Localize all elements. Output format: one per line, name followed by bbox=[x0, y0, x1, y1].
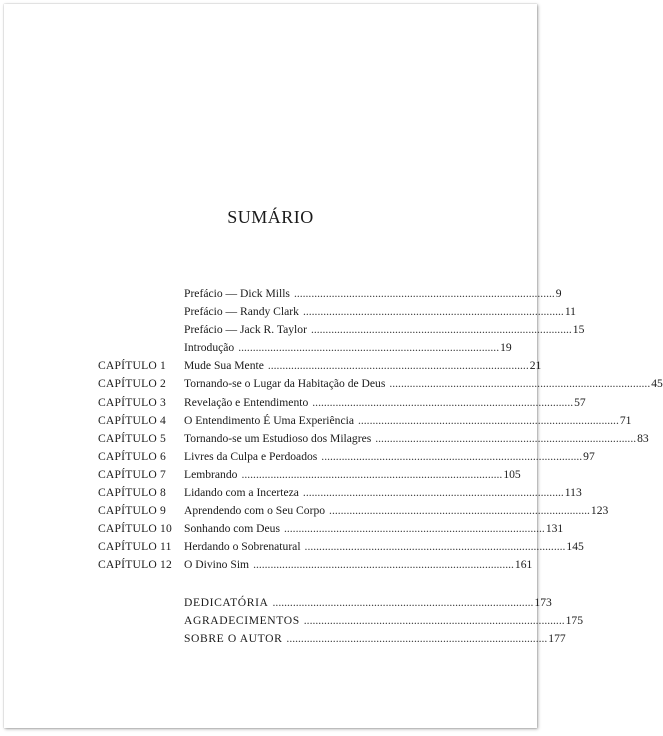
chapter-label: CAPÍTULO 1 bbox=[98, 359, 167, 373]
toc-row-chapter bbox=[4, 556, 537, 574]
toc-leader-dots: .......................................................................................... bbox=[286, 631, 548, 645]
toc-leader-dots: .......................................................................................... bbox=[241, 467, 503, 481]
toc-leader-dots: .......................................................................................... bbox=[375, 431, 637, 445]
toc-row-chapter bbox=[4, 448, 595, 466]
toc-entry[interactable] bbox=[184, 466, 521, 484]
toc-row-chapter bbox=[4, 502, 609, 520]
toc-entry-page: 15 bbox=[572, 323, 585, 337]
toc-entry[interactable] bbox=[184, 594, 552, 612]
book-page bbox=[4, 4, 663, 728]
toc-entry-page: 83 bbox=[637, 431, 649, 445]
toc-entry-page: 21 bbox=[529, 359, 542, 373]
toc-entry-page: 71 bbox=[619, 413, 632, 427]
toc-entry-title: Sonhando com Deus bbox=[184, 522, 280, 536]
toc-entry[interactable] bbox=[184, 484, 582, 502]
toc-row-back bbox=[4, 594, 552, 612]
chapter-label: CAPÍTULO 5 bbox=[98, 431, 167, 445]
toc-leader-dots: .......................................................................................... bbox=[253, 558, 514, 572]
toc-entry-title: Prefácio — Jack R. Taylor bbox=[184, 323, 307, 337]
toc-entry-title: Livres da Culpa e Perdoados bbox=[184, 449, 318, 463]
toc-entry-title: Lidando com a Incerteza bbox=[184, 486, 299, 500]
toc-entry[interactable] bbox=[184, 612, 584, 630]
toc-leader-dots: .......................................................................................... bbox=[302, 486, 564, 500]
toc-row-chapter bbox=[4, 538, 584, 556]
toc-entry[interactable] bbox=[184, 357, 542, 375]
toc-entry-title: SOBRE O AUTOR bbox=[184, 631, 283, 645]
toc-row-front bbox=[4, 321, 585, 339]
toc-entry[interactable] bbox=[184, 556, 533, 574]
toc-entry[interactable] bbox=[184, 538, 584, 556]
toc-leader-dots: .......................................................................................... bbox=[312, 395, 574, 409]
toc-entry-page: 161 bbox=[514, 558, 533, 572]
toc-entry-page: 11 bbox=[564, 305, 576, 319]
toc-row-back bbox=[4, 612, 584, 630]
chapter-label: CAPÍTULO 9 bbox=[98, 504, 167, 518]
toc-entry-title: Introdução bbox=[184, 341, 235, 355]
toc-entry-page: 19 bbox=[500, 341, 512, 355]
toc-leader-dots: .......................................................................................... bbox=[304, 540, 566, 554]
chapter-label: CAPÍTULO 8 bbox=[98, 486, 167, 500]
toc-entry[interactable] bbox=[184, 339, 512, 357]
toc-entry[interactable] bbox=[184, 375, 663, 393]
toc-entry-title: Lembrando bbox=[184, 467, 238, 481]
toc-entry-page: 105 bbox=[503, 467, 521, 481]
chapter-label: CAPÍTULO 7 bbox=[98, 467, 167, 481]
toc-entry-title: Prefácio — Randy Clark bbox=[184, 305, 299, 319]
toc-entry[interactable] bbox=[184, 412, 632, 430]
toc-entry-page: 177 bbox=[548, 631, 566, 645]
table-of-contents bbox=[4, 285, 663, 648]
toc-row-chapter bbox=[4, 357, 542, 375]
toc-entry-title: Tornando-se o Lugar da Habitação de Deus bbox=[184, 377, 386, 391]
toc-entry-title: Mude Sua Mente bbox=[184, 359, 264, 373]
toc-entry-title: Prefácio — Dick Mills bbox=[184, 287, 290, 300]
chapter-label: CAPÍTULO 4 bbox=[98, 413, 167, 427]
toc-entry-title: Herdando o Sobrenatural bbox=[184, 540, 301, 554]
section-spacer bbox=[4, 575, 537, 594]
toc-entry-page: 173 bbox=[534, 595, 552, 609]
toc-entry-page: 9 bbox=[555, 287, 562, 300]
toc-entry[interactable] bbox=[184, 502, 609, 520]
chapter-label: CAPÍTULO 3 bbox=[98, 395, 167, 409]
toc-entry-page: 97 bbox=[583, 449, 595, 463]
toc-row-chapter bbox=[4, 412, 632, 430]
toc-entry[interactable] bbox=[184, 520, 564, 538]
toc-entry-page: 57 bbox=[574, 395, 586, 409]
toc-leader-dots: .......................................................................................... bbox=[293, 287, 555, 300]
toc-leader-dots: .......................................................................................... bbox=[321, 449, 583, 463]
toc-leader-dots: .......................................................................................... bbox=[272, 595, 534, 609]
toc-entry-page: 175 bbox=[565, 613, 584, 627]
toc-entry[interactable] bbox=[184, 430, 649, 448]
toc-row-chapter bbox=[4, 520, 564, 538]
toc-leader-dots: .......................................................................................... bbox=[267, 359, 529, 373]
toc-entry[interactable] bbox=[184, 321, 585, 339]
chapter-label: CAPÍTULO 10 bbox=[98, 522, 173, 536]
toc-entry[interactable] bbox=[184, 448, 595, 466]
toc-leader-dots: .......................................................................................... bbox=[283, 522, 545, 536]
toc-entry-title: O Entendimento É Uma Experiência bbox=[184, 413, 354, 427]
chapter-label: CAPÍTULO 11 bbox=[98, 540, 172, 554]
toc-row-front bbox=[4, 285, 562, 303]
toc-entry[interactable] bbox=[184, 630, 566, 648]
toc-entry-title: Tornando-se um Estudioso dos Milagres bbox=[184, 431, 372, 445]
toc-entry-page: 123 bbox=[590, 504, 609, 518]
toc-row-front bbox=[4, 303, 576, 321]
toc-leader-dots: .......................................................................................... bbox=[357, 413, 619, 427]
toc-entry-title: O Divino Sim bbox=[184, 558, 250, 572]
toc-row-chapter bbox=[4, 394, 586, 412]
toc-leader-dots: .......................................................................................... bbox=[303, 613, 565, 627]
toc-entry-title: Revelação e Entendimento bbox=[184, 395, 309, 409]
toc-entry-page: 45 bbox=[651, 377, 663, 391]
toc-leader-dots: .......................................................................................... bbox=[238, 341, 500, 355]
toc-row-chapter bbox=[4, 430, 649, 448]
toc-row-back bbox=[4, 630, 566, 648]
toc-row-chapter bbox=[4, 375, 663, 393]
toc-entry-title: DEDICATÓRIA bbox=[184, 595, 269, 609]
toc-leader-dots: .......................................................................................... bbox=[310, 323, 572, 337]
chapter-label: CAPÍTULO 6 bbox=[98, 449, 167, 463]
toc-entry-page: 113 bbox=[564, 486, 582, 500]
toc-entry-page: 131 bbox=[545, 522, 564, 536]
toc-leader-dots: .......................................................................................... bbox=[302, 305, 564, 319]
toc-row-chapter bbox=[4, 484, 582, 502]
toc-row-front bbox=[4, 339, 537, 357]
toc-entry[interactable] bbox=[184, 285, 562, 303]
toc-entry-page: 145 bbox=[566, 540, 584, 554]
toc-entry-title: Aprendendo com o Seu Corpo bbox=[184, 504, 326, 518]
toc-entry[interactable] bbox=[184, 303, 576, 321]
toc-leader-dots: .......................................................................................... bbox=[329, 504, 590, 518]
toc-entry-title: AGRADECIMENTOS bbox=[184, 613, 300, 627]
toc-leader-dots: .......................................................................................... bbox=[389, 377, 651, 391]
chapter-label: CAPÍTULO 12 bbox=[98, 558, 173, 572]
toc-entry[interactable] bbox=[184, 394, 586, 412]
page-title: SUMÁRIO bbox=[227, 207, 314, 227]
chapter-label: CAPÍTULO 2 bbox=[98, 377, 167, 391]
toc-row-chapter bbox=[4, 466, 537, 484]
